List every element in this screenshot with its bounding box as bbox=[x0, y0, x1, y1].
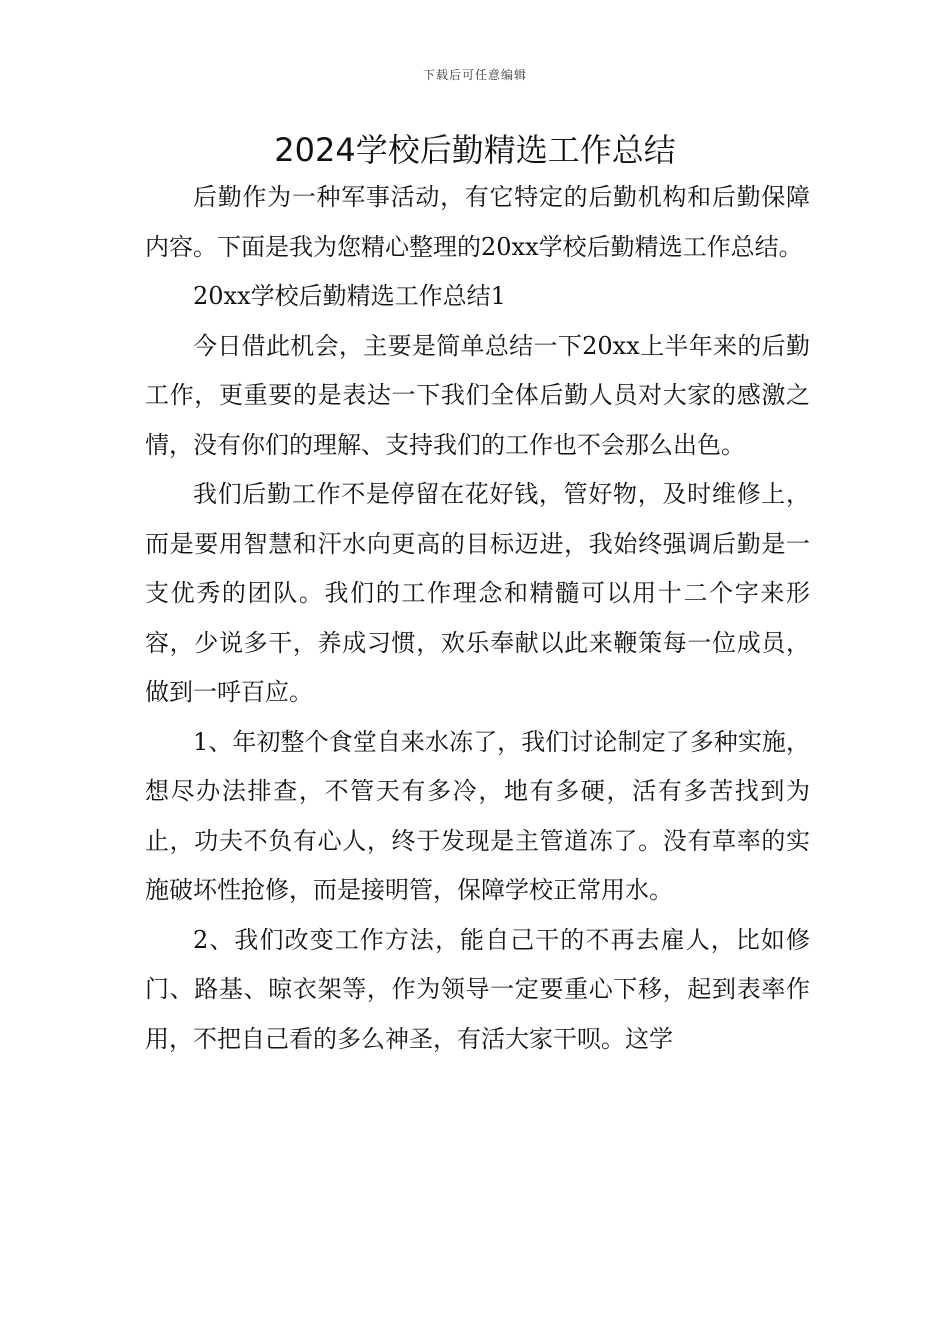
paragraph: 今日借此机会，主要是简单总结一下20xx上半年来的后勤工作，更重要的是表达一下我们全体后勤人员对大家的感激之情，没有你们的理解、支持我们的工作也不会那么出色。 bbox=[145, 331, 810, 459]
paragraph-item-1: 1、年初整个食堂自来水冻了，我们讨论制定了多种实施，想尽办法排查，不管天有多冷，地有多硬，活有多苦找到为止，功夫不负有心人，终于发现是主管道冻了。没有草率的实施破坏性抢修，而是接明管，保障学校正常用水。 bbox=[145, 727, 810, 904]
document-body bbox=[145, 173, 810, 1064]
paragraph-intro: 后勤作为一种军事活动，有它特定的后勤机构和后勤保障内容。下面是我为您精心整理的20xx学校后勤精选工作总结。 bbox=[145, 183, 810, 261]
document-title: 2024学校后勤精选工作总结 bbox=[274, 131, 676, 169]
paragraph-item-2: 2、我们改变工作方法，能自己干的不再去雇人，比如修门、路基、晾衣架等，作为领导一定要重心下移，起到表率作用，不把自己看的多么神圣，有活大家干呗。这学 bbox=[145, 925, 810, 1053]
header-note: 下载后可任意编辑 bbox=[422, 68, 527, 82]
paragraph: 我们后勤工作不是停留在花好钱，管好物，及时维修上，而是要用智慧和汗水向更高的目标迈进，我始终强调后勤是一支优秀的团队。我们的工作理念和精髓可以用十二个字来形容，少说多干，养成习惯，欢乐奉献以此来鞭策每一位成员，做到一呼百应。 bbox=[145, 480, 810, 706]
section-heading: 20xx学校后勤精选工作总结1 bbox=[193, 282, 506, 310]
